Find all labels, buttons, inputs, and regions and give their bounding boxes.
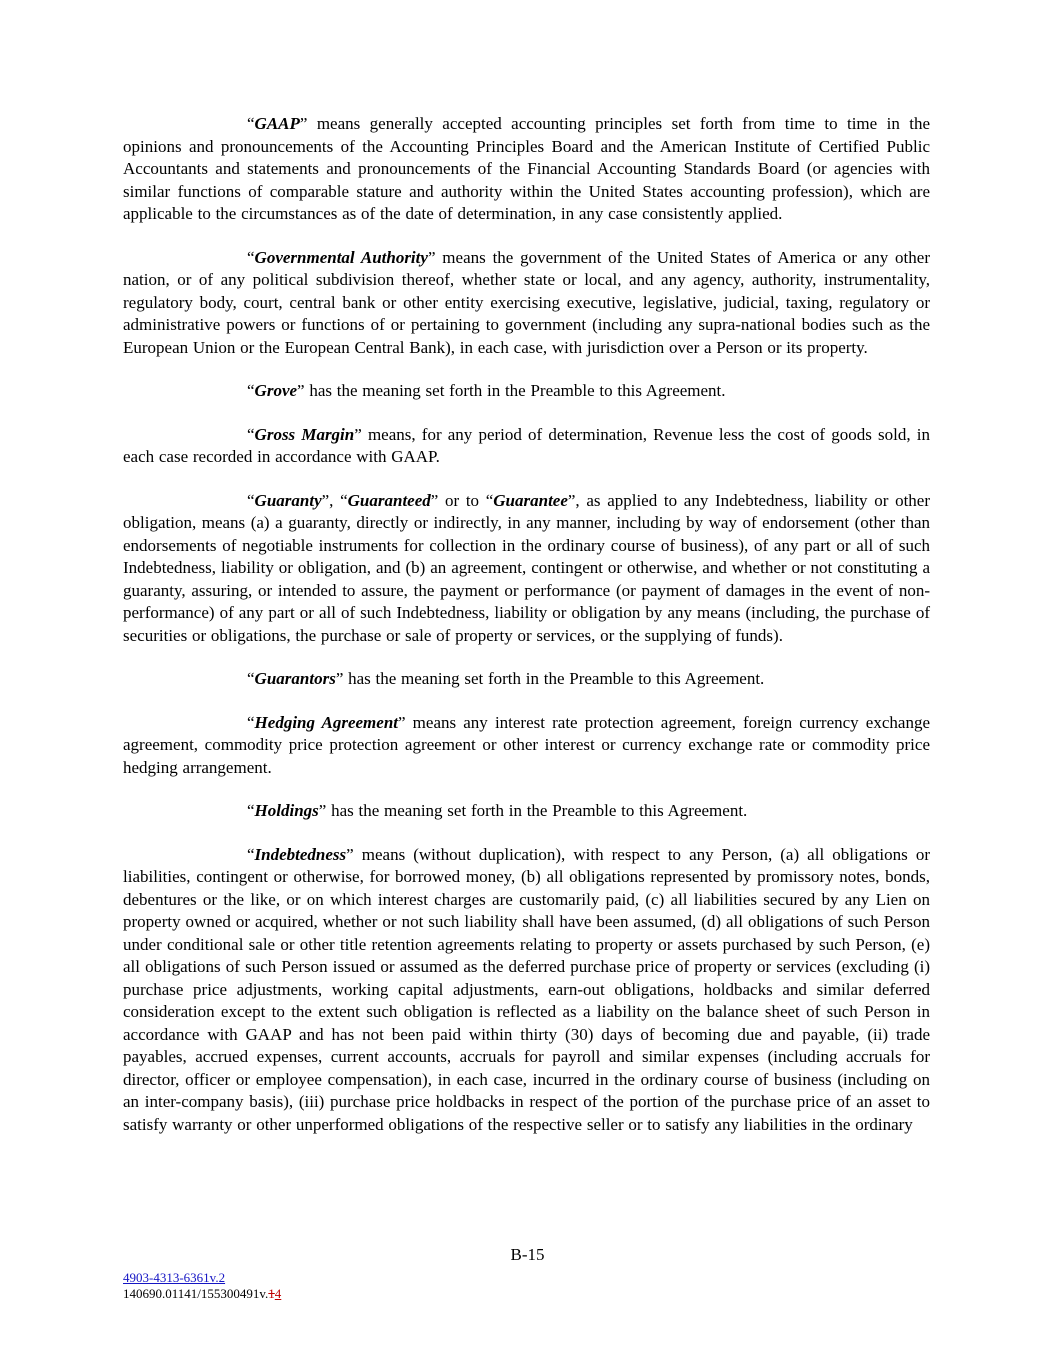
document-id-block [123, 1270, 281, 1302]
defined-term: Holdings [254, 801, 319, 820]
paragraph-8 [123, 800, 930, 823]
paragraph-text: ” means the government of the United States of America or any other nation, or of any political subdivision thereof, whether state or local, and any agency, authority, instrumentality, regulatory body, court, central bank or other entity exercising executive, legislative, judicial, taxing, regulatory or administrative powers or functions of or pertaining to government (including any supra-national bodies such as the European Union or the European Central Bank), in each case, with jurisdiction over a Person or its property. [123, 247, 930, 357]
paragraph-text: “ [247, 712, 255, 732]
paragraph-3 [123, 380, 930, 403]
paragraph-text: ”, as applied to any Indebtedness, liability or other obligation, means (a) a guaranty, directly or indirectly, in any manner, including by way of endorsement (other than endorsements of negotiable instruments for collection in the ordinary course of business), of any part or all of such Indebtedness, liability or obligation, and (b) an agreement, contingent or otherwise, and whether or not constituting a guaranty, assuring, or intended to assure, the payment or performance (or payment of damages in the event of non-performance) of any part or all of such Indebtedness, liability or obligation by any means (including, the purchase of securities or obligations, the purchase or sale of property or services, or the supplying of funds). [123, 490, 930, 645]
defined-term: Grove [254, 381, 298, 400]
paragraph-text: ” means generally accepted accounting principles set forth from time to time in the opinions and pronouncements of the Accounting Principles Board and the American Institute of Certified Public Accountants and statements and pronouncements of the Financial Accounting Standards Board (or agencies with similar functions of comparable stature and authority within the United States accounting profession), which are applicable to the circumstances as of the date of determination, in any case consistently applied. [123, 114, 930, 223]
paragraph-6 [123, 668, 930, 691]
paragraph-text: ” has the meaning set forth in the Preamble to this Agreement. [297, 381, 726, 400]
paragraph-text: “ [247, 381, 255, 400]
defined-term: Gross Margin [254, 424, 355, 444]
paragraph-text: ” has the meaning set forth in the Preamble to this Agreement. [335, 669, 765, 688]
paragraph-text: “ [247, 844, 255, 864]
paragraph-text: “ [247, 669, 255, 688]
paragraph-text: “ [247, 114, 255, 133]
document-body [123, 113, 930, 1136]
paragraph-4 [123, 424, 930, 469]
defined-term: Guarantee [493, 490, 568, 510]
defined-term: Guarantors [254, 669, 336, 688]
paragraph-1 [123, 113, 930, 226]
doc-id-prefix: 140690.01141/155300491v. [123, 1286, 269, 1301]
paragraph-9 [123, 844, 930, 1137]
paragraph-text: ” has the meaning set forth in the Preamble to this Agreement. [318, 801, 748, 820]
defined-term: GAAP [254, 114, 300, 133]
defined-term: Guaranteed [347, 490, 431, 510]
defined-term: Guaranty [254, 490, 322, 510]
paragraph-text: ” means, for any period of determination, Revenue less the cost of goods sold, in each case recorded in accordance with GAAP. [123, 424, 930, 466]
defined-term: Hedging Agreement [254, 712, 398, 732]
paragraph-7 [123, 712, 930, 780]
doc-id-line2 [123, 1286, 281, 1302]
paragraph-2 [123, 247, 930, 360]
defined-term: Governmental Authority [254, 247, 428, 267]
paragraph-text: “ [247, 801, 255, 820]
doc-id-line1 [123, 1270, 281, 1286]
paragraph-text: ” means (without duplication), with respect to any Person, (a) all obligations or liabilities, contingent or otherwise, for borrowed money, (b) all obligations represented by promissory notes, bonds, debentures or the like, or on which interest charges are customarily paid, (c) all liabilities secured by any Lien on property owned or acquired, whether or not such liability shall have been assumed, (d) all obligations of such Person under conditional sale or other title retention agreements relating to property or assets purchased by such Person, (e) all obligations of such Person issued or assumed as the deferred purchase price of property or services (excluding (i) purchase price adjustments, working capital adjustments, earn-out obligations, holdbacks and similar deferred consideration except to the extent such obligation is reflected as a liability on the balance sheet of such Person in accordance with GAAP and has not been paid within thirty (30) days of becoming due and payable, (ii) trade payables, accrued expenses, current accounts, accruals for payroll and similar expenses (including accruals for director, officer or employee compensation), in each case, incurred in the ordinary course of business (including on an inter-company basis), (iii) purchase price holdbacks in respect of the portion of the purchase price of an asset to satisfy warranty or other unperformed obligations of the respective seller or to satisfy any liabilities in the ordinary [123, 844, 930, 1134]
doc-id-struck-text: 1 [268, 1286, 275, 1301]
defined-term: Indebtedness [254, 844, 347, 864]
paragraph-text: ”, “ [321, 490, 348, 510]
paragraph-text: “ [247, 247, 255, 267]
doc-id-link[interactable]: 4903-4313-6361v.2 [123, 1270, 226, 1285]
paragraph-text: “ [247, 490, 255, 510]
paragraph-5 [123, 490, 930, 648]
paragraph-text: “ [247, 424, 255, 444]
paragraph-text: ” means any interest rate protection agreement, foreign currency exchange agreement, commodity price protection agreement or other interest or currency exchange rate or commodity price hedging arrangement. [123, 712, 930, 777]
page-number: B-15 [510, 1245, 545, 1264]
doc-id-inserted-text: 4 [274, 1286, 282, 1301]
paragraph-text: ” or to “ [430, 490, 494, 510]
